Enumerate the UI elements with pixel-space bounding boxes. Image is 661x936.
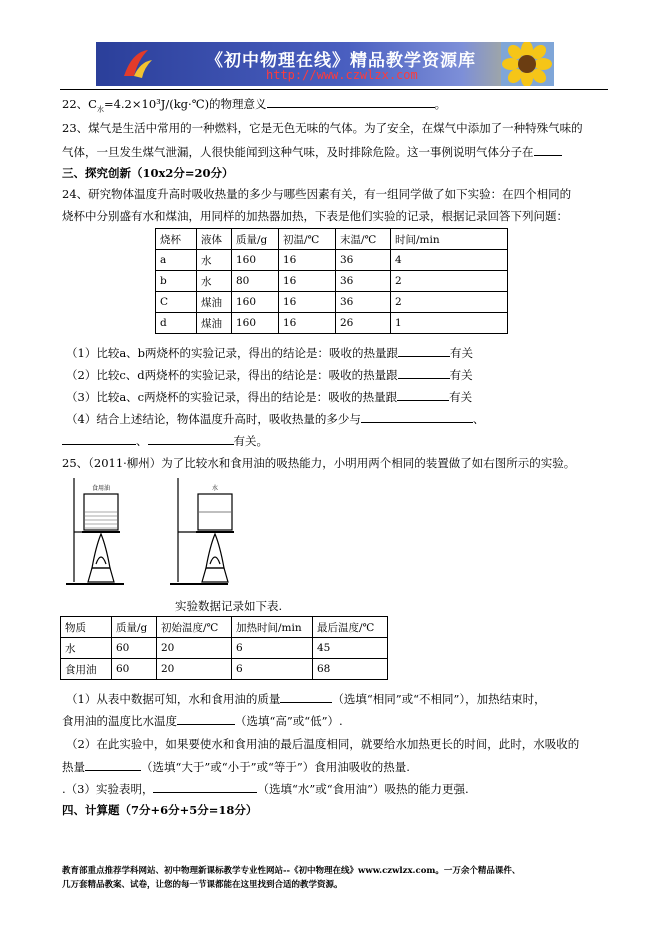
answer-blank[interactable] xyxy=(153,781,257,793)
section-4-heading: 四、计算题（7分+6分+5分=18分） xyxy=(62,803,258,817)
table-row: b 水 80 16 36 2 xyxy=(156,271,508,292)
logo-icon xyxy=(118,46,154,82)
table-25-caption: 实验数据记录如下表. xyxy=(175,599,283,613)
apparatus-water xyxy=(170,478,234,584)
table-row: 食用油 60 20 6 68 xyxy=(61,659,388,680)
answer-blank[interactable] xyxy=(148,433,234,445)
answer-blank[interactable] xyxy=(267,96,435,108)
header-banner xyxy=(96,42,554,86)
footer-line2: 几万套精品教案、试卷，让您的每一节课都能在这里找到合适的教学资源。 xyxy=(62,880,343,890)
sunflower-icon xyxy=(501,42,554,86)
question-25-part2a: （2）在此实验中，如果要使水和食用油的最后温度相同，就要给水加热更长的时间，此时，水吸收的 xyxy=(66,737,580,751)
question-25-part2b: 热量 （选填“大于”或“小于”或“等于”）食用油吸收的热量. xyxy=(62,760,410,774)
apparatus-oil xyxy=(66,478,124,584)
table-row: d 煤油 160 16 26 1 xyxy=(156,313,508,334)
header-title: 《初中物理在线》精品教学资源库 xyxy=(206,51,476,71)
question-24-sub3: （3）比较a、c两烧杯的实验记录，得出的结论是：吸收的热量跟 有关 xyxy=(66,390,473,404)
question-24-sub1: （1）比较a、b两烧杯的实验记录，得出的结论是：吸收的热量跟 有关 xyxy=(66,346,474,360)
question-25-part1b: 食用油的温度比水温度 （选填“高”或“低”）. xyxy=(62,714,343,728)
question-25-part1a: （1）从表中数据可知，水和食用油的质量 （选填“相同”或“不相同”），加热结束时， xyxy=(66,692,546,706)
question-24-sub2: （2）比较c、d两烧杯的实验记录，得出的结论是：吸收的热量跟 有关 xyxy=(66,368,473,382)
table-header-row: 烧杯 液体 质量/g 初温/℃ 末温/℃ 时间/min xyxy=(156,229,508,250)
question-24-sub4: （4）结合上述结论，物体温度升高时，吸收热量的多少与 、 xyxy=(66,412,485,426)
table-row: a 水 160 16 36 4 xyxy=(156,250,508,271)
answer-blank[interactable] xyxy=(62,433,136,445)
answer-blank[interactable] xyxy=(177,713,235,725)
table-header-row: 物质 质量/g 初始温度/℃ 加热时间/min 最后温度/℃ xyxy=(61,617,388,638)
experiment-apparatus-figure xyxy=(62,472,262,592)
beaker-label-oil: 食用油 xyxy=(92,485,111,492)
beaker-label-water: 水 xyxy=(212,485,219,492)
answer-blank[interactable] xyxy=(398,345,450,357)
table-25 xyxy=(60,616,388,680)
answer-blank[interactable] xyxy=(397,389,449,401)
question-23-line2: 气体，一旦发生煤气泄漏，人很快能闻到这种气味，及时排除危险。这一事例说明气体分子在 xyxy=(62,144,562,160)
header-divider xyxy=(60,89,608,90)
section-3-heading: 三、探究创新（10x2分=20分） xyxy=(62,166,234,180)
answer-blank[interactable] xyxy=(85,759,141,771)
question-24-line1: 24、研究物体温度升高时吸收热量的多少与哪些因素有关，有一组同学做了如下实验：在四个相同的 xyxy=(62,187,572,201)
answer-blank[interactable] xyxy=(280,691,332,703)
question-24-sub4-cont: 、 有关。 xyxy=(62,433,268,449)
question-22: 22、$C_水=4.2\times 10^3J/(kg\cdot℃)$的物理意义 。 xyxy=(62,97,447,114)
table-row: 水 60 20 6 45 xyxy=(61,638,388,659)
question-25-line1: 25、（2011·柳州）为了比较水和食用油的吸热能力，小明用两个相同的装置做了如右图所示的实验。 xyxy=(62,456,576,470)
answer-blank[interactable] xyxy=(398,367,450,379)
footer-line1: 教育部重点推荐学科网站、初中物理新课标教学专业性网站--《初中物理在线》www.czwlzx.com。一万余个精品课件、 xyxy=(62,866,521,876)
header-url[interactable]: http://www.czwlzx.com xyxy=(266,68,418,82)
table-row: C 煤油 160 16 36 2 xyxy=(156,292,508,313)
question-23-line1: 23、煤气是生活中常用的一种燃料，它是无色无味的气体。为了安全，在煤气中添加了一种特殊气味的 xyxy=(62,121,583,135)
question-24-line2: 烧杯中分别盛有水和煤油，用同样的加热器加热，下表是他们实验的记录，根据记录回答下列问题： xyxy=(62,209,568,223)
question-25-part3: .（3）实验表明， （选填“水”或“食用油”）吸热的能力更强. xyxy=(62,782,469,796)
answer-blank[interactable] xyxy=(534,144,562,156)
table-24 xyxy=(155,228,508,334)
answer-blank[interactable] xyxy=(361,411,473,423)
